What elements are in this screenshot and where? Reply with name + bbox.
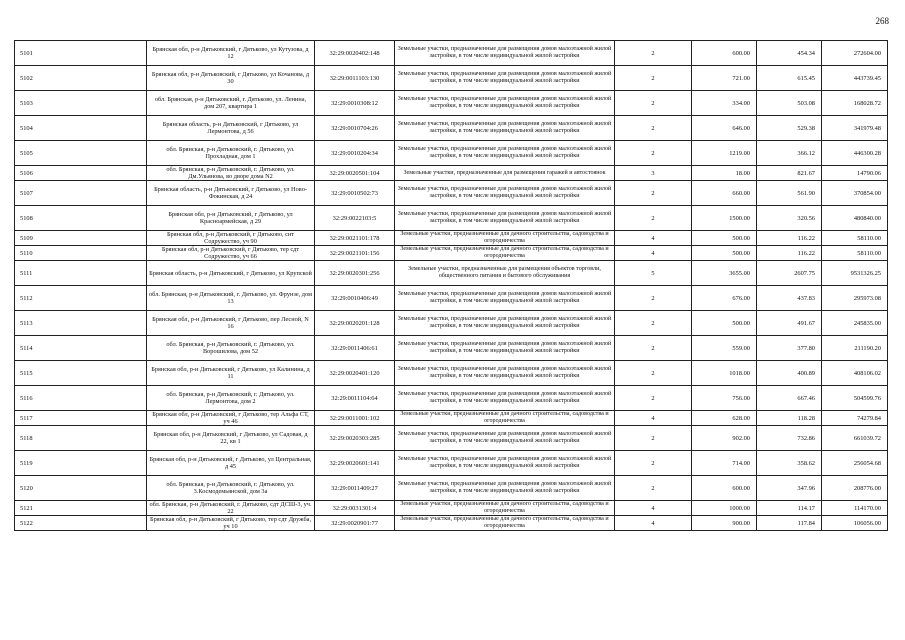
row-number-cell: 5112	[15, 286, 147, 311]
land-use-cell: Земельные участки, предназначенные для дачного строительства, садоводства и огородничества	[395, 246, 615, 261]
cadastral-value-cell: 74279.84	[822, 411, 888, 426]
land-use-cell: Земельные участки, предназначенные для размещения домов малоэтажной жилой застройки, в том числе индивидуальной жилой застройки	[395, 336, 615, 361]
cadastral-number-cell: 32:29:0011406:61	[315, 336, 395, 361]
row-number-cell: 5111	[15, 261, 147, 286]
group-cell: 2	[615, 91, 692, 116]
row-number-cell: 5103	[15, 91, 147, 116]
address-cell: обл. Брянская, р-н Дятьковский, г. Дятьково, ул. 3.Космодемьянской, дом 3а	[147, 476, 315, 501]
address-cell: обл. Брянская, р-н Дятьковский, г. Дятьково, ул. Прохладная, дом 1	[147, 141, 315, 166]
area-cell: 559.00	[692, 336, 757, 361]
group-cell: 2	[615, 206, 692, 231]
area-cell: 714.00	[692, 451, 757, 476]
cadastral-number-cell: 32:29:0011103:130	[315, 66, 395, 91]
cadastral-value-cell: 58110.00	[822, 231, 888, 246]
land-use-cell: Земельные участки, предназначенные для размещения домов малоэтажной жилой застройки, в том числе индивидуальной жилой застройки	[395, 426, 615, 451]
specific-value-cell: 2607.75	[757, 261, 822, 286]
group-cell: 2	[615, 311, 692, 336]
area-cell: 600.00	[692, 41, 757, 66]
specific-value-cell: 400.89	[757, 361, 822, 386]
cadastral-number-cell: 32:29:0010406:49	[315, 286, 395, 311]
area-cell: 900.00	[692, 516, 757, 531]
address-cell: Брянская обл, р-н Дятьковский, г Дятьково, ул Садовая, д 22, кв 1	[147, 426, 315, 451]
cadastral-value-cell: 443739.45	[822, 66, 888, 91]
group-cell: 2	[615, 361, 692, 386]
row-number-cell: 5106	[15, 166, 147, 181]
group-cell: 2	[615, 41, 692, 66]
table-row	[15, 361, 888, 386]
address-cell: Брянская обл, р-н Дятьковский, г Дятьково, ул Центральная, д 45	[147, 451, 315, 476]
cadastral-value-cell: 661039.72	[822, 426, 888, 451]
row-number-cell: 5105	[15, 141, 147, 166]
land-use-cell: Земельные участки, предназначенные для размещения домов малоэтажной жилой застройки, в том числе индивидуальной жилой застройки	[395, 476, 615, 501]
group-cell: 2	[615, 141, 692, 166]
area-cell: 660.00	[692, 181, 757, 206]
table-row	[15, 91, 888, 116]
cadastral-value-cell: 245835.00	[822, 311, 888, 336]
land-use-cell: Земельные участки, предназначенные для размещения домов малоэтажной жилой застройки, в том числе индивидуальной жилой застройки	[395, 66, 615, 91]
row-number-cell: 5122	[15, 516, 147, 531]
group-cell: 2	[615, 426, 692, 451]
cadastral-number-cell: 32:29:0011001:102	[315, 411, 395, 426]
cadastral-value-cell: 272604.00	[822, 41, 888, 66]
land-use-cell: Земельные участки, предназначенные для размещения домов малоэтажной жилой застройки, в том числе индивидуальной жилой застройки	[395, 91, 615, 116]
cadastral-value-cell: 211190.20	[822, 336, 888, 361]
group-cell: 2	[615, 181, 692, 206]
address-cell: Брянская обл, р-н Дятьковский, г Дятьково, ул Кутузова, д 12	[147, 41, 315, 66]
row-number-cell: 5121	[15, 501, 147, 516]
address-cell: обл. Брянская, р-н Дятьковский, г. Дятьково, ул. Лермонтова, дом 2	[147, 386, 315, 411]
group-cell: 4	[615, 501, 692, 516]
land-use-cell: Земельные участки, предназначенные для размещения домов малоэтажной жилой застройки, в том числе индивидуальной жилой застройки	[395, 451, 615, 476]
area-cell: 1219.00	[692, 141, 757, 166]
address-cell: Брянская обл, р-н Дятьковский, г Дятьково, тер сдт Дружба, уч 10	[147, 516, 315, 531]
cadastral-value-table	[14, 40, 888, 531]
cadastral-value-cell: 446300.28	[822, 141, 888, 166]
row-number-cell: 5110	[15, 246, 147, 261]
specific-value-cell: 118.28	[757, 411, 822, 426]
area-cell: 18.00	[692, 166, 757, 181]
land-use-cell: Земельные участки, предназначенные для дачного строительства, садоводства и огородничества	[395, 231, 615, 246]
table-body	[15, 41, 888, 531]
cadastral-number-cell: 32:29:0011409:27	[315, 476, 395, 501]
table-row	[15, 311, 888, 336]
table-row	[15, 411, 888, 426]
area-cell: 500.00	[692, 311, 757, 336]
row-number-cell: 5108	[15, 206, 147, 231]
table-row	[15, 451, 888, 476]
row-number-cell: 5114	[15, 336, 147, 361]
address-cell: обл. Брянская, р-н Дятьковский, г. Дятьково, ул. Фрунзе, дом 13	[147, 286, 315, 311]
page-number: 268	[875, 16, 889, 26]
group-cell: 5	[615, 261, 692, 286]
area-cell: 756.00	[692, 386, 757, 411]
table-row	[15, 386, 888, 411]
cadastral-number-cell: 32:29:0020301:256	[315, 261, 395, 286]
land-use-cell: Земельные участки, предназначенные для размещения домов малоэтажной жилой застройки, в том числе индивидуальной жилой застройки	[395, 311, 615, 336]
group-cell: 3	[615, 166, 692, 181]
group-cell: 2	[615, 451, 692, 476]
address-cell: Брянская обл, р-н Дятьковский, г Дятьково, ул Красноармейская, д 29	[147, 206, 315, 231]
row-number-cell: 5117	[15, 411, 147, 426]
land-use-cell: Земельные участки, предназначенные для размещения объектов торговли, общественного питания и бытового обслуживания	[395, 261, 615, 286]
address-cell: Брянская область, р-н Дятьковский, г Дятьково, ул Ново-Фокинская, д 24	[147, 181, 315, 206]
cadastral-number-cell: 32:29:0010204:34	[315, 141, 395, 166]
address-cell: Брянская обл, р-н Дятьковский, г Дятьково, ул Калинина, д 11	[147, 361, 315, 386]
address-cell: обл. Брянская, р-н Дятьковский, г. Дятьково, ул. Дм.Ульянова, во дворе дома N2	[147, 166, 315, 181]
row-number-cell: 5116	[15, 386, 147, 411]
specific-value-cell: 377.80	[757, 336, 822, 361]
table-row	[15, 286, 888, 311]
land-use-cell: Земельные участки, предназначенные для размещения домов малоэтажной жилой застройки, в том числе индивидуальной жилой застройки	[395, 141, 615, 166]
land-use-cell: Земельные участки, предназначенные для размещения гаражей и автостоянок	[395, 166, 615, 181]
specific-value-cell: 320.56	[757, 206, 822, 231]
cadastral-value-cell: 106056.00	[822, 516, 888, 531]
specific-value-cell: 437.83	[757, 286, 822, 311]
specific-value-cell: 114.17	[757, 501, 822, 516]
address-cell: Брянская область, р-н Дятьковский, г Дятьково, ул Крупской	[147, 261, 315, 286]
row-number-cell: 5109	[15, 231, 147, 246]
specific-value-cell: 116.22	[757, 231, 822, 246]
land-use-cell: Земельные участки, предназначенные для размещения домов малоэтажной жилой застройки, в том числе индивидуальной жилой застройки	[395, 286, 615, 311]
address-cell: Брянская обл, р-н Дятьковский, г Дятьково, тер Альфа СТ, уч 46	[147, 411, 315, 426]
specific-value-cell: 491.67	[757, 311, 822, 336]
address-cell: обл. Брянская, р-н Дятьковский, г. Дятьково, сдт ДСШ-3, уч. 22	[147, 501, 315, 516]
specific-value-cell: 732.86	[757, 426, 822, 451]
specific-value-cell: 454.34	[757, 41, 822, 66]
group-cell: 2	[615, 476, 692, 501]
row-number-cell: 5102	[15, 66, 147, 91]
area-cell: 334.00	[692, 91, 757, 116]
land-use-cell: Земельные участки, предназначенные для размещения домов малоэтажной жилой застройки, в том числе индивидуальной жилой застройки	[395, 206, 615, 231]
cadastral-value-cell: 14790.06	[822, 166, 888, 181]
row-number-cell: 5115	[15, 361, 147, 386]
area-cell: 3655.00	[692, 261, 757, 286]
cadastral-value-cell: 408106.02	[822, 361, 888, 386]
land-use-cell: Земельные участки, предназначенные для размещения домов малоэтажной жилой застройки, в том числе индивидуальной жилой застройки	[395, 41, 615, 66]
land-use-cell: Земельные участки, предназначенные для дачного строительства, садоводства и огородничества	[395, 501, 615, 516]
cadastral-number-cell: 32:29:0010308:12	[315, 91, 395, 116]
cadastral-value-cell: 58110.00	[822, 246, 888, 261]
table-row	[15, 516, 888, 531]
specific-value-cell: 615.45	[757, 66, 822, 91]
area-cell: 500.00	[692, 231, 757, 246]
area-cell: 628.00	[692, 411, 757, 426]
cadastral-value-cell: 295973.08	[822, 286, 888, 311]
area-cell: 902.00	[692, 426, 757, 451]
specific-value-cell: 358.62	[757, 451, 822, 476]
group-cell: 4	[615, 516, 692, 531]
land-use-cell: Земельные участки, предназначенные для дачного строительства, садоводства и огородничества	[395, 516, 615, 531]
area-cell: 500.00	[692, 246, 757, 261]
cadastral-value-cell: 114170.00	[822, 501, 888, 516]
area-cell: 1000.00	[692, 501, 757, 516]
row-number-cell: 5119	[15, 451, 147, 476]
group-cell: 4	[615, 231, 692, 246]
row-number-cell: 5120	[15, 476, 147, 501]
table-row	[15, 206, 888, 231]
cadastral-number-cell: 32:29:0010502:73	[315, 181, 395, 206]
area-cell: 1018.00	[692, 361, 757, 386]
cadastral-value-cell: 504599.76	[822, 386, 888, 411]
cadastral-value-cell: 9531326.25	[822, 261, 888, 286]
table-row	[15, 501, 888, 516]
table-row	[15, 426, 888, 451]
area-cell: 1500.00	[692, 206, 757, 231]
table-row	[15, 141, 888, 166]
cadastral-number-cell: 32:29:0010704:26	[315, 116, 395, 141]
specific-value-cell: 561.90	[757, 181, 822, 206]
cadastral-number-cell: 32:29:0020201:128	[315, 311, 395, 336]
cadastral-value-cell: 341979.48	[822, 116, 888, 141]
table-row	[15, 476, 888, 501]
address-cell: Брянская область, р-н Дятьковский, г Дятьково, ул Лермонтова, д 56	[147, 116, 315, 141]
cadastral-number-cell: 32:29:0031301:4	[315, 501, 395, 516]
cadastral-number-cell: 32:29:0020901:77	[315, 516, 395, 531]
specific-value-cell: 366.12	[757, 141, 822, 166]
area-cell: 676.00	[692, 286, 757, 311]
address-cell: Брянская обл, р-н Дятьковский, г Дятьково, ул Кочанова, д 30	[147, 66, 315, 91]
group-cell: 4	[615, 246, 692, 261]
cadastral-number-cell: 32:29:0020303:285	[315, 426, 395, 451]
row-number-cell: 5113	[15, 311, 147, 336]
group-cell: 2	[615, 66, 692, 91]
cadastral-number-cell: 32:29:0020601:141	[315, 451, 395, 476]
land-use-cell: Земельные участки, предназначенные для размещения домов малоэтажной жилой застройки, в том числе индивидуальной жилой застройки	[395, 361, 615, 386]
specific-value-cell: 503.08	[757, 91, 822, 116]
table-row	[15, 336, 888, 361]
specific-value-cell: 116.22	[757, 246, 822, 261]
address-cell: Брянская обл, р-н Дятьковский, г Дятьково, тер сдт Содружество, уч 66	[147, 246, 315, 261]
land-use-cell: Земельные участки, предназначенные для размещения домов малоэтажной жилой застройки, в том числе индивидуальной жилой застройки	[395, 386, 615, 411]
cadastral-value-cell: 480840.00	[822, 206, 888, 231]
table-row	[15, 66, 888, 91]
group-cell: 4	[615, 411, 692, 426]
row-number-cell: 5107	[15, 181, 147, 206]
cadastral-number-cell: 32:29:0021101:178	[315, 231, 395, 246]
specific-value-cell: 347.96	[757, 476, 822, 501]
cadastral-value-cell: 370854.00	[822, 181, 888, 206]
table-row	[15, 261, 888, 286]
specific-value-cell: 529.38	[757, 116, 822, 141]
address-cell: Брянская обл, р-н Дятьковский, г Дятьково, пер Лесной, N 16	[147, 311, 315, 336]
cadastral-number-cell: 32:29:0022103:5	[315, 206, 395, 231]
cadastral-number-cell: 32:29:0020401:120	[315, 361, 395, 386]
address-cell: обл. Брянская, р-н Дятьковский, г. Дятьково, ул. Ворошилова, дом 52	[147, 336, 315, 361]
land-use-cell: Земельные участки, предназначенные для размещения домов малоэтажной жилой застройки, в том числе индивидуальной жилой застройки	[395, 181, 615, 206]
group-cell: 2	[615, 116, 692, 141]
group-cell: 2	[615, 336, 692, 361]
group-cell: 2	[615, 386, 692, 411]
cadastral-number-cell: 32:29:0021101:156	[315, 246, 395, 261]
table-row	[15, 246, 888, 261]
area-cell: 721.00	[692, 66, 757, 91]
specific-value-cell: 117.84	[757, 516, 822, 531]
table-row	[15, 166, 888, 181]
table-row	[15, 41, 888, 66]
cadastral-number-cell: 32:29:0020402:148	[315, 41, 395, 66]
cadastral-value-cell: 168028.72	[822, 91, 888, 116]
cadastral-value-cell: 256054.68	[822, 451, 888, 476]
table-row	[15, 231, 888, 246]
land-use-cell: Земельные участки, предназначенные для размещения домов малоэтажной жилой застройки, в том числе индивидуальной жилой застройки	[395, 116, 615, 141]
group-cell: 2	[615, 286, 692, 311]
row-number-cell: 5118	[15, 426, 147, 451]
cadastral-number-cell: 32:29:0020501:104	[315, 166, 395, 181]
table-row	[15, 116, 888, 141]
area-cell: 600.00	[692, 476, 757, 501]
row-number-cell: 5104	[15, 116, 147, 141]
land-use-cell: Земельные участки, предназначенные для дачного строительства, садоводства и огородничества	[395, 411, 615, 426]
address-cell: обл. Брянская, р-н Дятьковский, г. Дятьково, ул. Ленина, дом 207, квартира 1	[147, 91, 315, 116]
specific-value-cell: 667.46	[757, 386, 822, 411]
address-cell: Брянская обл, р-н Дятьковский, г Дятьково, снт Содружество, уч 90	[147, 231, 315, 246]
cadastral-number-cell: 32:29:0011104:64	[315, 386, 395, 411]
row-number-cell: 5101	[15, 41, 147, 66]
specific-value-cell: 821.67	[757, 166, 822, 181]
cadastral-value-cell: 208776.00	[822, 476, 888, 501]
table-row	[15, 181, 888, 206]
area-cell: 646.00	[692, 116, 757, 141]
